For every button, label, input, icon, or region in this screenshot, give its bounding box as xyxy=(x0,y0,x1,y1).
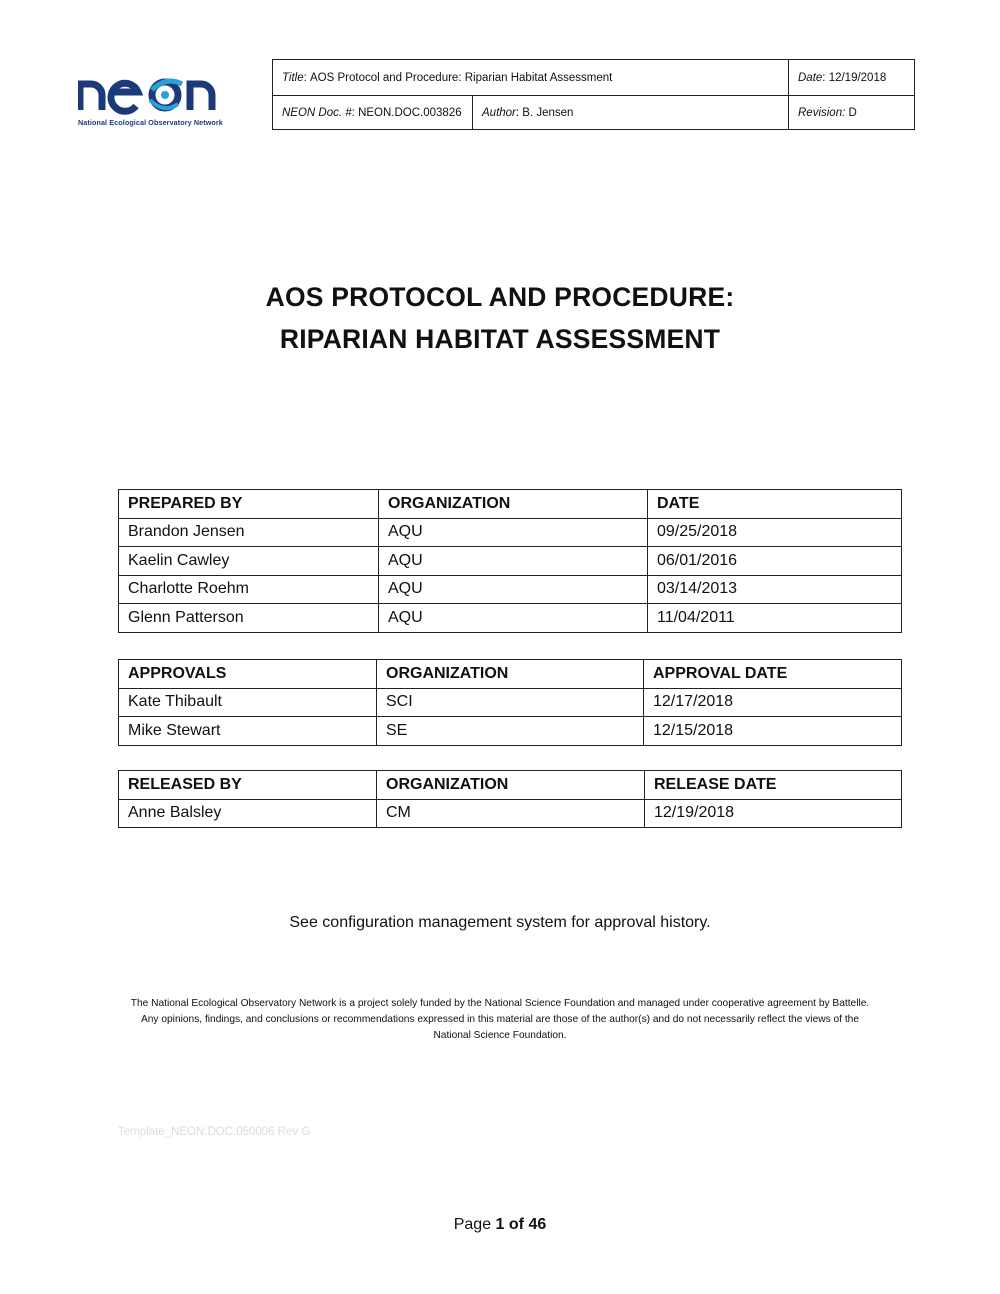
organization: CM xyxy=(377,799,645,828)
released-by-table xyxy=(118,770,902,828)
document-title-line-1: AOS PROTOCOL AND PROCEDURE: xyxy=(265,282,735,312)
table-row xyxy=(119,688,902,717)
document-header-table xyxy=(272,59,915,130)
configuration-note: See configuration management system for approval history. xyxy=(289,914,711,931)
date: 11/04/2011 xyxy=(648,604,902,633)
approver-name: Kate Thibault xyxy=(119,688,377,717)
approver-name: Mike Stewart xyxy=(119,717,377,746)
organization: AQU xyxy=(379,575,648,604)
document-title-line-2: RIPARIAN HABITAT ASSESSMENT xyxy=(279,324,721,354)
table-row xyxy=(119,518,902,547)
column-header: ORGANIZATION xyxy=(379,490,648,519)
column-header: DATE xyxy=(648,490,902,519)
header-author-label: Author xyxy=(482,107,516,119)
disclaimer-line: The National Ecological Observatory Network is a project solely funded by the National Science Foundation and managed under cooperative agreement by Battelle. xyxy=(130,998,870,1009)
organization: SCI xyxy=(377,688,644,717)
releaser-name: Anne Balsley xyxy=(119,799,377,828)
table-row xyxy=(119,575,902,604)
preparer-name: Charlotte Roehm xyxy=(119,575,379,604)
header-title-value: AOS Protocol and Procedure: Riparian Habitat Assessment xyxy=(310,71,613,84)
date: 06/01/2016 xyxy=(648,547,902,576)
approval-date: 12/17/2018 xyxy=(644,688,902,717)
organization: AQU xyxy=(379,604,648,633)
organization: AQU xyxy=(379,518,648,547)
header-revision-value: D xyxy=(848,107,857,119)
template-identifier: Template_NEON.DOC.050006 Rev G xyxy=(118,1126,311,1138)
column-header: ORGANIZATION xyxy=(377,771,645,800)
column-header: RELEASE DATE xyxy=(645,771,902,800)
preparer-name: Brandon Jensen xyxy=(119,518,379,547)
page-current: 1 xyxy=(495,1216,505,1233)
column-header: APPROVALS xyxy=(119,660,377,689)
release-date: 12/19/2018 xyxy=(645,799,902,828)
preparer-name: Glenn Patterson xyxy=(119,604,379,633)
header-doc-value: NEON.DOC.003826 xyxy=(358,107,462,119)
column-header: APPROVAL DATE xyxy=(644,660,902,689)
disclaimer-line: National Science Foundation. xyxy=(433,1030,567,1041)
organization: AQU xyxy=(379,547,648,576)
table-row xyxy=(119,604,902,633)
funding-disclaimer xyxy=(110,996,890,1044)
table-header-row xyxy=(119,660,902,689)
date: 09/25/2018 xyxy=(648,518,902,547)
header-doc-label: NEON Doc. # xyxy=(282,107,352,119)
page-total: 46 xyxy=(528,1216,547,1233)
header-date-value: 12/19/2018 xyxy=(828,71,887,84)
header-title-label: Title xyxy=(282,71,304,84)
approval-date: 12/15/2018 xyxy=(644,717,902,746)
page-prefix: Page xyxy=(453,1216,492,1233)
disclaimer-line: Any opinions, findings, and conclusions or recommendations expressed in this material are those of the author(s) and do not necessarily reflect the views of the xyxy=(140,1014,860,1025)
table-header-row xyxy=(119,490,902,519)
header-revision-label: Revision: xyxy=(798,107,846,119)
table-row xyxy=(119,717,902,746)
header-title-cell: Title : AOS Protocol and Procedure: Riparian Habitat Assessment xyxy=(282,71,613,84)
page-of-label: of xyxy=(508,1216,525,1233)
page-number xyxy=(0,1216,1000,1234)
column-header: ORGANIZATION xyxy=(377,660,644,689)
approvals-table xyxy=(118,659,902,746)
table-row xyxy=(119,799,902,828)
table-header-row xyxy=(119,771,902,800)
organization: SE xyxy=(377,717,644,746)
header-author-value: B. Jensen xyxy=(522,107,574,119)
neon-wordmark-icon xyxy=(78,70,228,116)
logo-tagline: National Ecological Observatory Network xyxy=(78,118,223,127)
preparer-name: Kaelin Cawley xyxy=(119,547,379,576)
header-date-label: Date xyxy=(798,71,823,84)
date: 03/14/2013 xyxy=(648,575,902,604)
header-revision-cell xyxy=(789,96,915,130)
table-row xyxy=(119,547,902,576)
header-doc-cell: NEON Doc. # : NEON.DOC.003826 xyxy=(282,107,462,119)
column-header: PREPARED BY xyxy=(119,490,379,519)
column-header: RELEASED BY xyxy=(119,771,377,800)
header-author-cell: Author : B. Jensen xyxy=(482,107,574,119)
header-date-cell: Date : 12/19/2018 xyxy=(798,71,887,84)
prepared-by-table xyxy=(118,489,902,633)
neon-logo xyxy=(78,70,228,130)
